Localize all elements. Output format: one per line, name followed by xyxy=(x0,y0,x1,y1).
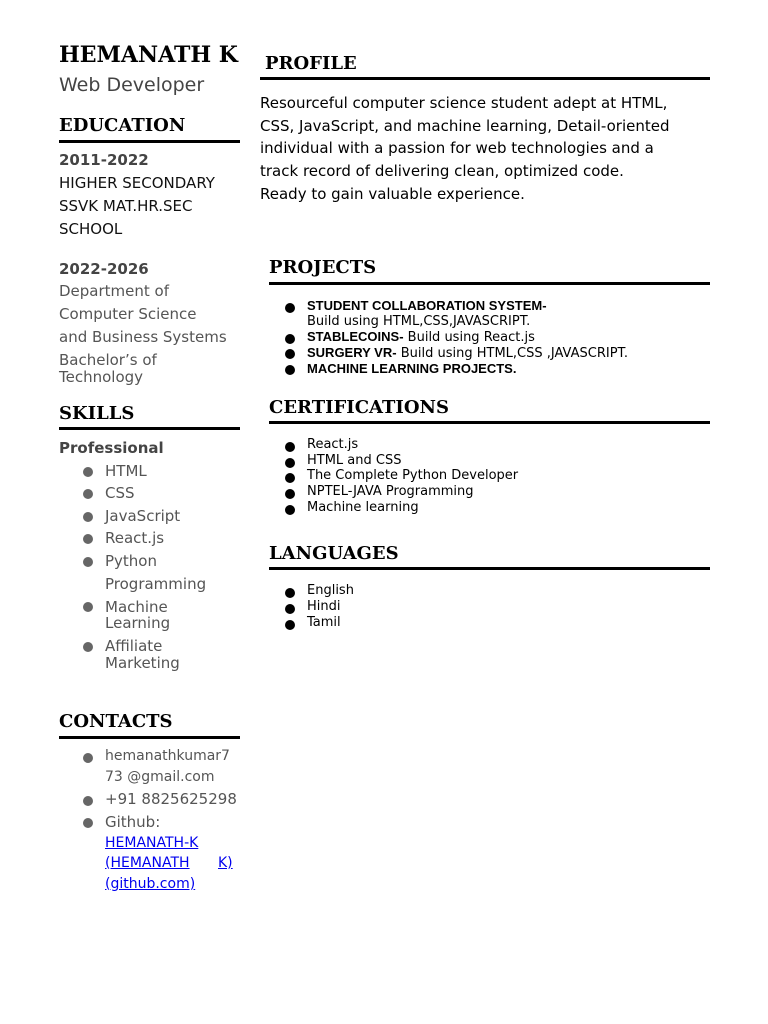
bullet-icon xyxy=(83,534,93,544)
bullet-icon xyxy=(83,512,93,522)
github-link[interactable]: (HEMANATH xyxy=(105,855,190,871)
project-desc-line: Build using HTML,CSS,JAVASCRIPT. xyxy=(307,314,531,329)
profile-line: Resourceful computer science student adept at HTML, xyxy=(260,94,668,112)
project-item xyxy=(307,329,535,345)
education-line: Bachelor’s of xyxy=(59,351,157,369)
github-link[interactable]: (github.com) xyxy=(105,876,196,892)
contacts-heading: CONTACTS xyxy=(59,711,173,732)
project-title: MACHINE LEARNING PROJECTS. xyxy=(307,361,517,376)
profile-rule xyxy=(260,77,710,80)
bullet-icon xyxy=(285,505,295,515)
education-line: SCHOOL xyxy=(59,220,123,238)
education-line: SSVK MAT.HR.SEC xyxy=(59,197,193,215)
skill-item: Machine xyxy=(105,598,168,616)
bullet-icon xyxy=(83,818,93,828)
bullet-icon xyxy=(285,365,295,375)
languages-heading: LANGUAGES xyxy=(269,543,399,564)
skill-item-continued: Marketing xyxy=(105,654,180,672)
bullet-icon xyxy=(83,796,93,806)
contact-github-label: Github: xyxy=(105,813,161,831)
bullet-icon xyxy=(285,442,295,452)
language-item: Tamil xyxy=(307,615,341,630)
skill-item-continued: Learning xyxy=(105,614,171,632)
bullet-icon xyxy=(285,588,295,598)
bullet-icon xyxy=(285,473,295,483)
skill-item: Python xyxy=(105,552,157,570)
candidate-name: HEMANATH K xyxy=(59,42,238,68)
contact-email: 73 @gmail.com xyxy=(105,769,215,785)
education-line: Technology xyxy=(59,368,144,386)
profile-line: individual with a passion for web technologies and a xyxy=(260,139,654,157)
education-rule xyxy=(59,140,240,143)
projects-heading: PROJECTS xyxy=(269,257,377,278)
github-link[interactable]: HEMANATH-K xyxy=(105,835,199,851)
bullet-icon xyxy=(285,303,295,313)
bullet-icon xyxy=(83,642,93,652)
project-title: STABLECOINS- xyxy=(307,329,404,344)
profile-line: Ready to gain valuable experience. xyxy=(260,185,525,203)
certification-item: Machine learning xyxy=(307,500,419,515)
profile-line: CSS, JavaScript, and machine learning, Detail-oriented xyxy=(260,117,670,135)
project-title: SURGERY VR- xyxy=(307,345,397,360)
education-years: 2011-2022 xyxy=(59,151,149,169)
projects-rule xyxy=(269,282,710,285)
certification-item: The Complete Python Developer xyxy=(307,468,519,483)
bullet-icon xyxy=(285,349,295,359)
bullet-icon xyxy=(285,604,295,614)
education-years: 2022-2026 xyxy=(59,260,149,278)
project-desc: Build using HTML,CSS ,JAVASCRIPT. xyxy=(396,346,629,361)
contact-phone: +91 8825625298 xyxy=(105,790,237,808)
certification-item: React.js xyxy=(307,437,359,452)
skills-rule xyxy=(59,427,240,430)
education-heading: EDUCATION xyxy=(59,115,186,136)
skill-item-continued: Programming xyxy=(105,575,207,593)
project-title: STUDENT COLLABORATION SYSTEM- xyxy=(307,298,547,313)
skills-heading: SKILLS xyxy=(59,403,135,424)
skill-item: React.js xyxy=(105,529,165,547)
skill-item: JavaScript xyxy=(105,507,181,525)
language-item: Hindi xyxy=(307,599,341,614)
github-link[interactable]: K) xyxy=(218,855,233,871)
education-line: and Business Systems xyxy=(59,328,227,346)
bullet-icon xyxy=(285,489,295,499)
skill-item: HTML xyxy=(105,462,147,480)
project-desc: Build using React.js xyxy=(403,330,535,345)
education-line: Department of xyxy=(59,282,169,300)
education-line: Computer Science xyxy=(59,305,197,323)
bullet-icon xyxy=(285,334,295,344)
bullet-icon xyxy=(83,602,93,612)
bullet-icon xyxy=(83,557,93,567)
project-item xyxy=(307,361,516,377)
certifications-heading: CERTIFICATIONS xyxy=(269,397,449,418)
bullet-icon xyxy=(83,753,93,763)
bullet-icon xyxy=(285,620,295,630)
certification-item: NPTEL-JAVA Programming xyxy=(307,484,474,499)
profile-line: track record of delivering clean, optimized code. xyxy=(260,162,624,180)
bullet-icon xyxy=(83,467,93,477)
bullet-icon xyxy=(83,489,93,499)
bullet-icon xyxy=(285,458,295,468)
skill-item: Affiliate xyxy=(105,637,163,655)
language-item: English xyxy=(307,583,354,598)
candidate-role: Web Developer xyxy=(59,74,205,96)
certifications-rule xyxy=(269,421,710,424)
project-item xyxy=(307,345,628,361)
project-item xyxy=(307,298,547,314)
languages-rule xyxy=(269,567,710,570)
skills-subheading: Professional xyxy=(59,439,164,457)
education-line: HIGHER SECONDARY xyxy=(59,174,215,192)
profile-heading: PROFILE xyxy=(265,53,357,74)
contact-email: hemanathkumar7 xyxy=(105,748,230,764)
skill-item: CSS xyxy=(105,484,135,502)
contacts-rule xyxy=(59,736,240,739)
certification-item: HTML and CSS xyxy=(307,453,402,468)
